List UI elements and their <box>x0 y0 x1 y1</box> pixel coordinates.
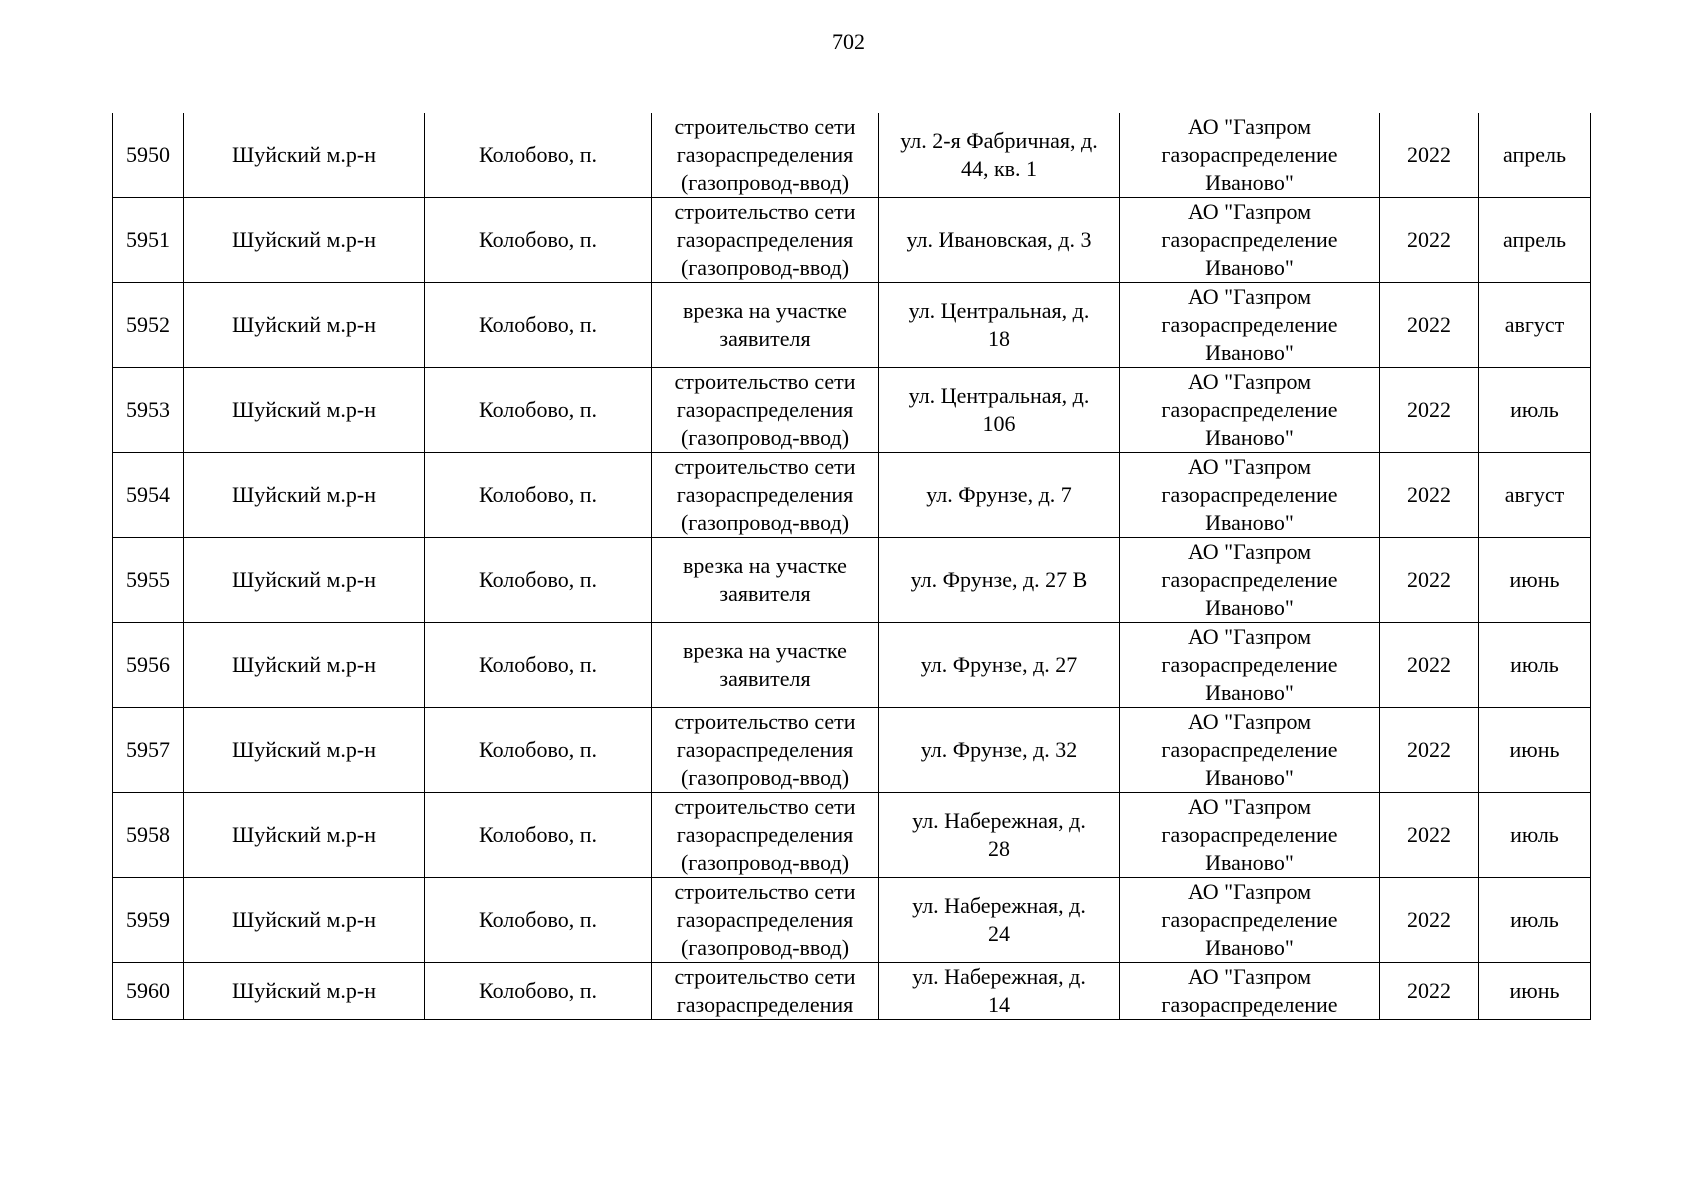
work-type-cell <box>652 368 879 453</box>
row-number-cell: 5955 <box>113 538 184 623</box>
organization-line: газораспределение <box>1161 652 1338 677</box>
district-cell: Шуйский м.р-н <box>184 368 425 453</box>
work-type-line: газораспределения <box>676 142 854 167</box>
address-line: ул. Ивановская, д. 3 <box>906 227 1092 252</box>
year-cell: 2022 <box>1380 878 1479 963</box>
organization-line: газораспределение <box>1161 142 1338 167</box>
table-row <box>113 878 1591 963</box>
work-type-line: газораспределения <box>676 737 854 762</box>
work-type-cell <box>652 283 879 368</box>
settlement-cell: Колобово, п. <box>425 453 652 538</box>
organization-cell <box>1120 963 1380 1020</box>
month-cell: июль <box>1479 368 1591 453</box>
month-cell: июнь <box>1479 963 1591 1020</box>
row-number-cell: 5953 <box>113 368 184 453</box>
address-line: ул. Набережная, д. <box>912 893 1086 918</box>
table-row <box>113 368 1591 453</box>
address-cell <box>879 113 1120 198</box>
organization-line: Иваново" <box>1205 340 1294 365</box>
district-cell: Шуйский м.р-н <box>184 878 425 963</box>
year-cell: 2022 <box>1380 113 1479 198</box>
organization-cell <box>1120 113 1380 198</box>
district-cell: Шуйский м.р-н <box>184 538 425 623</box>
address-line: ул. Набережная, д. <box>912 964 1086 989</box>
work-type-line: заявителя <box>719 666 811 691</box>
work-type-line: (газопровод-ввод) <box>680 510 850 535</box>
month-cell: август <box>1479 283 1591 368</box>
year-cell: 2022 <box>1380 963 1479 1020</box>
month-cell: август <box>1479 453 1591 538</box>
address-line: ул. 2-я Фабричная, д. <box>900 128 1098 153</box>
gasification-registry-table <box>112 113 1591 1020</box>
work-type-line: строительство сети <box>674 879 856 904</box>
work-type-line: газораспределения <box>676 227 854 252</box>
address-line: ул. Фрунзе, д. 27 <box>920 652 1078 677</box>
row-number-cell: 5954 <box>113 453 184 538</box>
table-row <box>113 623 1591 708</box>
row-number-cell: 5957 <box>113 708 184 793</box>
table-row <box>113 198 1591 283</box>
row-number-cell: 5952 <box>113 283 184 368</box>
settlement-cell: Колобово, п. <box>425 623 652 708</box>
table-row <box>113 538 1591 623</box>
table-body <box>113 113 1591 1020</box>
address-cell <box>879 878 1120 963</box>
table-row <box>113 708 1591 793</box>
work-type-line: газораспределения <box>676 992 854 1017</box>
organization-cell <box>1120 453 1380 538</box>
organization-line: газораспределение <box>1161 312 1338 337</box>
address-cell <box>879 963 1120 1020</box>
organization-cell <box>1120 793 1380 878</box>
organization-line: Иваново" <box>1205 170 1294 195</box>
address-line: 28 <box>988 836 1010 861</box>
work-type-line: строительство сети <box>674 964 856 989</box>
address-cell <box>879 623 1120 708</box>
organization-line: газораспределение <box>1161 482 1338 507</box>
month-cell: июль <box>1479 793 1591 878</box>
organization-line: Иваново" <box>1205 425 1294 450</box>
year-cell: 2022 <box>1380 623 1479 708</box>
address-line: ул. Центральная, д. <box>908 383 1090 408</box>
organization-line: газораспределение <box>1161 822 1338 847</box>
month-cell: апрель <box>1479 198 1591 283</box>
row-number-cell: 5950 <box>113 113 184 198</box>
table-row <box>113 793 1591 878</box>
year-cell: 2022 <box>1380 708 1479 793</box>
organization-line: Иваново" <box>1205 255 1294 280</box>
organization-line: газораспределение <box>1161 737 1338 762</box>
settlement-cell: Колобово, п. <box>425 963 652 1020</box>
work-type-line: (газопровод-ввод) <box>680 170 850 195</box>
organization-line: газораспределение <box>1161 227 1338 252</box>
work-type-cell <box>652 708 879 793</box>
organization-line: АО "Газпром <box>1187 114 1312 139</box>
row-number-cell: 5959 <box>113 878 184 963</box>
table-row <box>113 283 1591 368</box>
work-type-line: (газопровод-ввод) <box>680 935 850 960</box>
organization-line: АО "Газпром <box>1187 454 1312 479</box>
settlement-cell: Колобово, п. <box>425 793 652 878</box>
month-cell: июнь <box>1479 708 1591 793</box>
address-line: ул. Фрунзе, д. 27 В <box>910 567 1088 592</box>
organization-cell <box>1120 538 1380 623</box>
organization-line: газораспределение <box>1161 907 1338 932</box>
address-line: 24 <box>988 921 1010 946</box>
work-type-line: врезка на участке <box>683 553 847 578</box>
organization-line: АО "Газпром <box>1187 709 1312 734</box>
address-line: 106 <box>982 411 1016 436</box>
table-row <box>113 963 1591 1020</box>
month-cell: июль <box>1479 623 1591 708</box>
address-cell <box>879 708 1120 793</box>
district-cell: Шуйский м.р-н <box>184 198 425 283</box>
month-cell: апрель <box>1479 113 1591 198</box>
work-type-line: газораспределения <box>676 907 854 932</box>
organization-line: Иваново" <box>1205 595 1294 620</box>
work-type-line: газораспределения <box>676 482 854 507</box>
organization-line: газораспределение <box>1161 567 1338 592</box>
settlement-cell: Колобово, п. <box>425 113 652 198</box>
work-type-cell <box>652 623 879 708</box>
address-line: ул. Центральная, д. <box>908 298 1090 323</box>
organization-cell <box>1120 198 1380 283</box>
organization-cell <box>1120 623 1380 708</box>
work-type-cell <box>652 538 879 623</box>
year-cell: 2022 <box>1380 793 1479 878</box>
district-cell: Шуйский м.р-н <box>184 453 425 538</box>
work-type-cell <box>652 963 879 1020</box>
address-line: ул. Фрунзе, д. 32 <box>920 737 1078 762</box>
address-cell <box>879 368 1120 453</box>
settlement-cell: Колобово, п. <box>425 283 652 368</box>
organization-line: Иваново" <box>1205 680 1294 705</box>
address-cell <box>879 198 1120 283</box>
organization-cell <box>1120 708 1380 793</box>
address-line: 44, кв. 1 <box>960 156 1038 181</box>
organization-line: АО "Газпром <box>1187 624 1312 649</box>
address-cell <box>879 538 1120 623</box>
row-number-cell: 5958 <box>113 793 184 878</box>
address-cell <box>879 283 1120 368</box>
row-number-cell: 5956 <box>113 623 184 708</box>
work-type-line: заявителя <box>719 581 811 606</box>
work-type-line: строительство сети <box>674 199 856 224</box>
month-cell: июль <box>1479 878 1591 963</box>
organization-cell <box>1120 368 1380 453</box>
table-row <box>113 113 1591 198</box>
organization-line: Иваново" <box>1205 510 1294 535</box>
address-line: 18 <box>988 326 1010 351</box>
district-cell: Шуйский м.р-н <box>184 283 425 368</box>
month-cell: июнь <box>1479 538 1591 623</box>
settlement-cell: Колобово, п. <box>425 878 652 963</box>
work-type-line: (газопровод-ввод) <box>680 765 850 790</box>
organization-line: АО "Газпром <box>1187 284 1312 309</box>
year-cell: 2022 <box>1380 368 1479 453</box>
organization-line: АО "Газпром <box>1187 199 1312 224</box>
year-cell: 2022 <box>1380 453 1479 538</box>
settlement-cell: Колобово, п. <box>425 708 652 793</box>
work-type-line: врезка на участке <box>683 298 847 323</box>
work-type-cell <box>652 453 879 538</box>
settlement-cell: Колобово, п. <box>425 368 652 453</box>
work-type-line: (газопровод-ввод) <box>680 425 850 450</box>
work-type-line: заявителя <box>719 326 811 351</box>
district-cell: Шуйский м.р-н <box>184 623 425 708</box>
address-cell <box>879 793 1120 878</box>
organization-cell <box>1120 878 1380 963</box>
settlement-cell: Колобово, п. <box>425 538 652 623</box>
organization-line: газораспределение <box>1161 397 1338 422</box>
organization-line: АО "Газпром <box>1187 794 1312 819</box>
work-type-cell <box>652 878 879 963</box>
organization-line: АО "Газпром <box>1187 369 1312 394</box>
year-cell: 2022 <box>1380 283 1479 368</box>
work-type-line: врезка на участке <box>683 638 847 663</box>
organization-line: АО "Газпром <box>1187 879 1312 904</box>
work-type-line: строительство сети <box>674 369 856 394</box>
work-type-line: (газопровод-ввод) <box>680 255 850 280</box>
work-type-cell <box>652 198 879 283</box>
district-cell: Шуйский м.р-н <box>184 113 425 198</box>
organization-line: АО "Газпром <box>1187 539 1312 564</box>
settlement-cell: Колобово, п. <box>425 198 652 283</box>
organization-line: Иваново" <box>1205 765 1294 790</box>
address-line: ул. Фрунзе, д. 7 <box>926 482 1072 507</box>
table-row <box>113 453 1591 538</box>
organization-line: Иваново" <box>1205 935 1294 960</box>
row-number-cell: 5951 <box>113 198 184 283</box>
year-cell: 2022 <box>1380 538 1479 623</box>
work-type-line: газораспределения <box>676 397 854 422</box>
organization-cell <box>1120 283 1380 368</box>
organization-line: Иваново" <box>1205 850 1294 875</box>
organization-line: АО "Газпром <box>1187 964 1312 989</box>
year-cell: 2022 <box>1380 198 1479 283</box>
work-type-line: строительство сети <box>674 709 856 734</box>
district-cell: Шуйский м.р-н <box>184 963 425 1020</box>
work-type-line: (газопровод-ввод) <box>680 850 850 875</box>
district-cell: Шуйский м.р-н <box>184 793 425 878</box>
district-cell: Шуйский м.р-н <box>184 708 425 793</box>
organization-line: газораспределение <box>1161 992 1338 1017</box>
work-type-line: строительство сети <box>674 454 856 479</box>
work-type-cell <box>652 793 879 878</box>
address-cell <box>879 453 1120 538</box>
address-line: ул. Набережная, д. <box>912 808 1086 833</box>
work-type-line: строительство сети <box>674 114 856 139</box>
row-number-cell: 5960 <box>113 963 184 1020</box>
work-type-cell <box>652 113 879 198</box>
work-type-line: газораспределения <box>676 822 854 847</box>
page-number: 702 <box>832 29 865 54</box>
work-type-line: строительство сети <box>674 794 856 819</box>
address-line: 14 <box>988 992 1010 1017</box>
